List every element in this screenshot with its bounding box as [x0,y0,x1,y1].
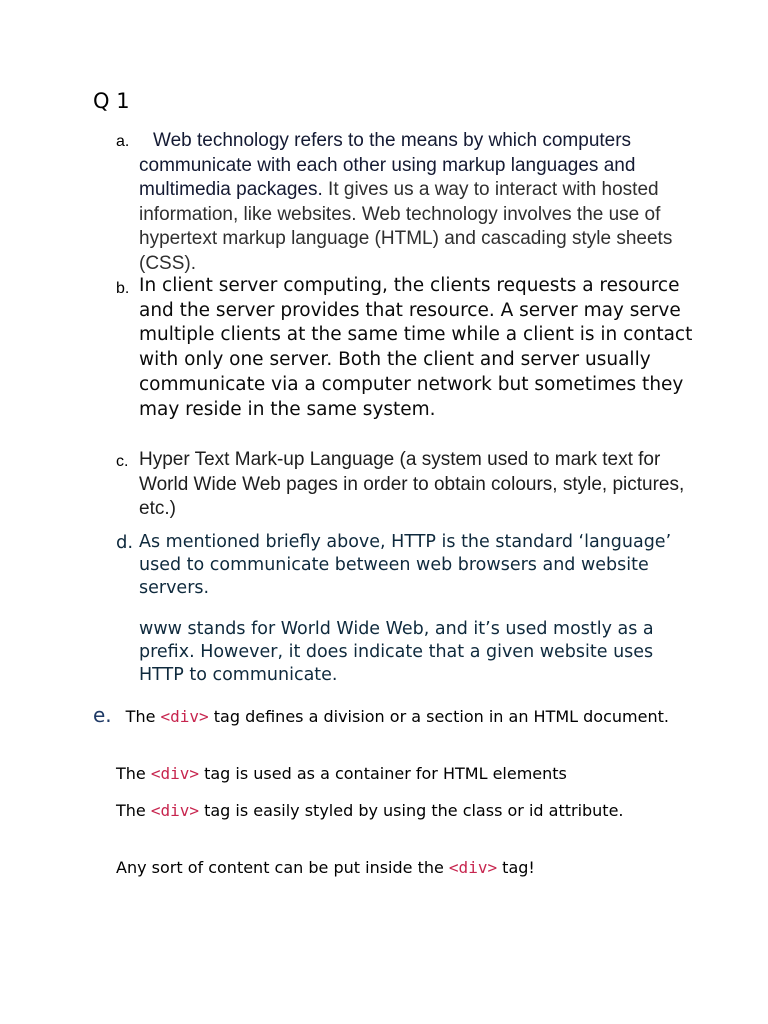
list-marker-a: a. [116,133,130,150]
answer-a-text-dark: Web technology refers to the means by which computers communicate with each other using markup languages and multimedia packages. [139,130,636,200]
div-code-1: <div> [160,707,209,726]
answer-b: In client server computing, the clients requests a resource and the server provides that resource. A server may serve multiple clients at the same time while a client is in contact with only one server. Both the client and server usually communicate via a computer network but sometimes they may reside in the same system. [139,275,693,420]
div-code-2: <div> [150,764,200,783]
answer-c: Hyper Text Mark-up Language (a system used to mark text for World Wide Web pages in order to obtain colours, style, pictures, etc.) [139,449,685,519]
answer-e-line-4-post: tag! [497,858,535,877]
question-heading: Q 1 [93,89,130,113]
list-marker-d: d. [116,532,134,553]
answer-e-line-2-pre: The [116,764,151,783]
answer-e-line-1-post: tag defines a division or a section in an HTML document. [208,707,669,726]
answer-e-line-3-post: tag is easily styled by using the class or id attribute. [199,801,624,820]
answer-e-line-1 [93,705,683,727]
answer-d-paragraph-2: www stands for World Wide Web, and it’s used mostly as a prefix. However, it does indicate that a given website uses HTTP to communicate. [139,619,654,685]
list-marker-c: c. [116,453,129,470]
answer-a [139,129,699,276]
answer-e-line-2 [116,764,706,784]
answer-e-line-2-post: tag is used as a container for HTML elements [199,764,567,783]
list-marker-e: e. [93,703,112,727]
list-marker-b: b. [116,280,130,297]
answer-d-paragraph-1: As mentioned briefly above, HTTP is the standard ‘language’ used to communicate between web browsers and website servers. [139,532,672,598]
answer-e-line-4 [116,858,706,878]
answer-e-line-3 [93,801,683,821]
answer-a-text-rest: It gives us a way to interact with hosted information, like websites. Web technology involves the use of hypertext markup language (HTML) and cascading style sheets (CSS). [139,179,673,274]
div-code-3: <div> [150,801,200,820]
answer-e-line-1-pre: The [125,707,161,726]
answer-e-line-3-pre: The [116,801,151,820]
div-code-4: <div> [448,858,498,877]
answer-e-line-4-pre: Any sort of content can be put inside the [116,858,449,877]
